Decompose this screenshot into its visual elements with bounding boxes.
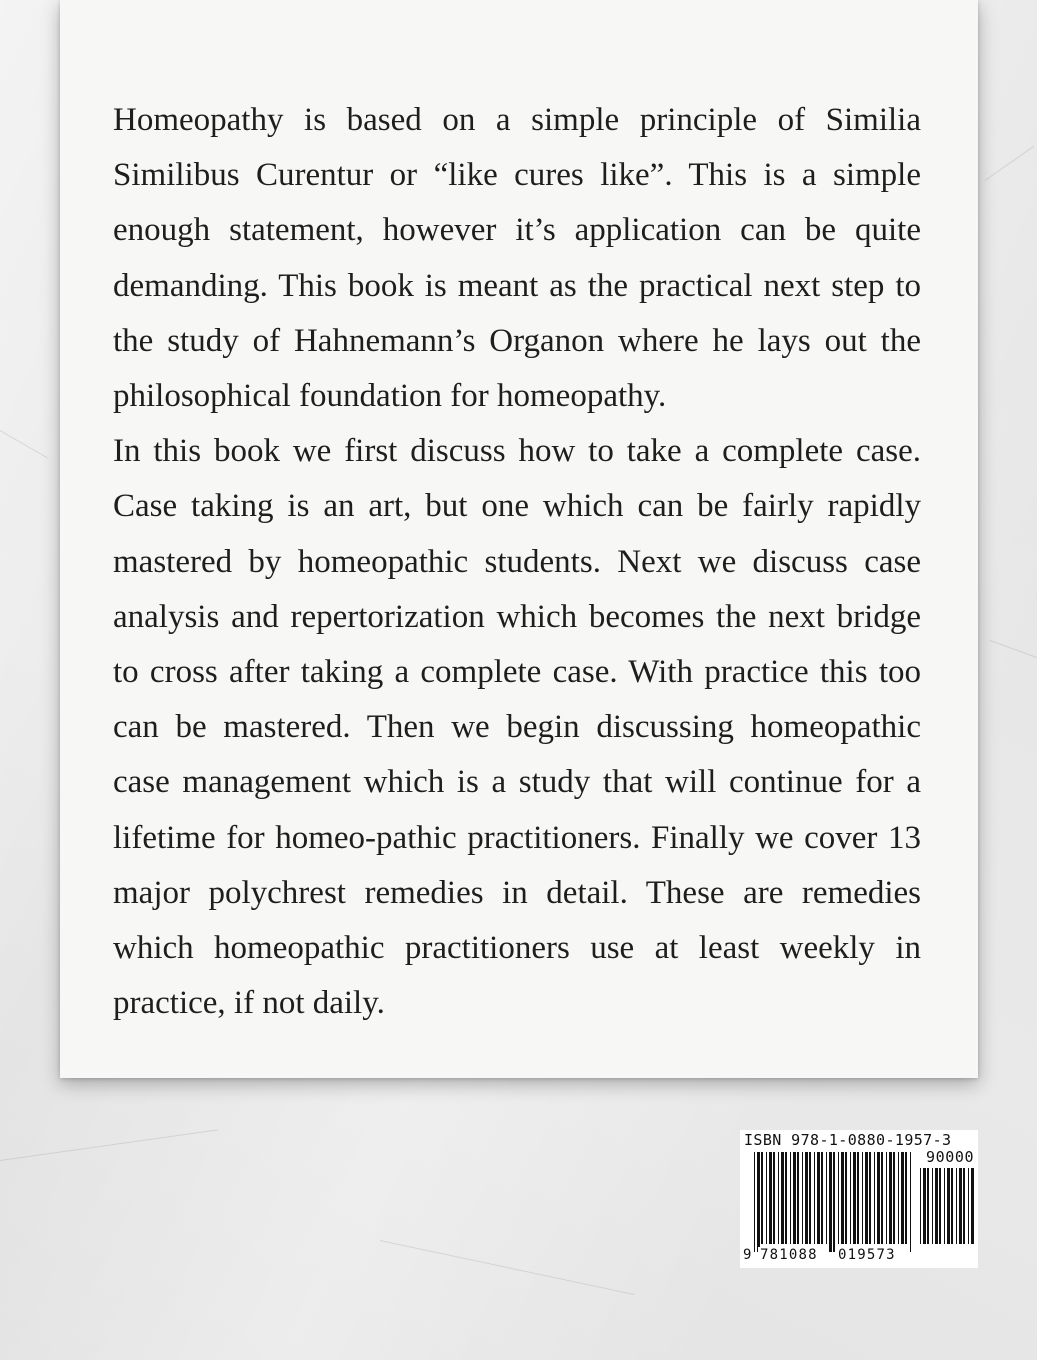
barcode-bar [951,1168,953,1244]
barcode-bar [793,1152,796,1244]
barcode-bar [809,1152,811,1244]
barcode-bar [944,1168,945,1244]
isbn-label: ISBN 978-1-0880-1957-3 [744,1131,952,1149]
barcode-bar [802,1152,803,1244]
barcode-bar [766,1152,767,1244]
barcode-bar [790,1152,791,1244]
back-cover-page [60,0,978,1078]
barcode-bar [817,1152,820,1244]
price-code: 90000 [926,1148,975,1166]
blurb-paragraph-2: In this book we first discuss how to take a complete case. Case taking is an art, but one which can be fairly rapidly mastered by homeopathic students. Next we discuss case analysis and repertorization which becomes the next bridge to cross after taking a complete case. With practice this too can be mastered. Then we begin discussing homeopathic case management which is a study that will continue for a lifetime for homeo-pathic practitioners. Finally we cover 13 major polychrest remedies in detail. These are remedies which homeopathic practitioners use at least weekly in practice, if not daily. [113,433,921,1022]
barcode-bar [761,1152,763,1244]
barcode-bar [857,1152,859,1244]
addon-bars [920,1168,974,1252]
barcode-bar [757,1152,760,1252]
barcode-bar [841,1152,844,1244]
barcode-bar [935,1168,938,1244]
barcode-bar [963,1168,965,1244]
blurb-paragraph-1: Homeopathy is based on a simple principle of Similia Similibus Curentur or “like cures like”. This is a simple enough statement, however it’s application can be quite demanding. This book is meant as the practical next step to the study of Hahnemann’s Organon where he lays out the philosophical foundation for homeopathy. [113,102,921,415]
barcode-bar [877,1152,880,1244]
marble-vein [990,640,1037,658]
barcode-bar [862,1152,863,1244]
barcode-bar [881,1152,883,1244]
barcode-bar [805,1152,808,1244]
barcode-bar [905,1152,907,1244]
barcode-bar [769,1152,772,1244]
barcode-bar [829,1152,832,1252]
barcode-bar [901,1152,904,1244]
barcode-bar [838,1152,839,1244]
barcode-bar [850,1152,851,1244]
barcode-bar [773,1152,775,1244]
barcode-bar [923,1168,926,1244]
barcode-bar [826,1152,827,1244]
barcode-bar [845,1152,847,1244]
barcode-bar [785,1152,787,1244]
ean-bars [754,1152,914,1252]
ean-first-digit: 9 [743,1247,752,1263]
ean-left-digits: 781088 [760,1247,818,1263]
barcode-bar [889,1152,892,1244]
ean-right-digits: 019573 [838,1247,896,1263]
barcode-bar [910,1152,911,1252]
barcode-bar [927,1168,929,1244]
barcode-bar [754,1152,755,1252]
barcode-bar [874,1152,875,1244]
marble-vein [380,1240,635,1295]
barcode-bar [932,1168,933,1244]
barcode-bar [920,1168,921,1244]
marble-vein [0,430,48,458]
barcode-bar [886,1152,887,1244]
barcode-bar [814,1152,815,1244]
barcode-bar [865,1152,868,1244]
barcode-bar [781,1152,784,1244]
barcode-bar [947,1168,950,1244]
barcode-bar [797,1152,799,1244]
barcode-bar [778,1152,779,1244]
barcode-bar [971,1168,974,1244]
marble-vein [985,146,1035,181]
barcode-bar [821,1152,823,1244]
barcode-bar [853,1152,856,1244]
barcode-bar [898,1152,899,1244]
barcode-bar [959,1168,962,1244]
barcode-bar [833,1152,835,1252]
barcode-bar [893,1152,895,1244]
isbn-barcode [740,1130,978,1268]
barcode-bar [869,1152,871,1244]
blurb-text [113,93,921,1031]
marble-vein [0,1129,218,1161]
barcode-bar [939,1168,941,1244]
barcode-bar [968,1168,969,1244]
barcode-bar [956,1168,957,1244]
